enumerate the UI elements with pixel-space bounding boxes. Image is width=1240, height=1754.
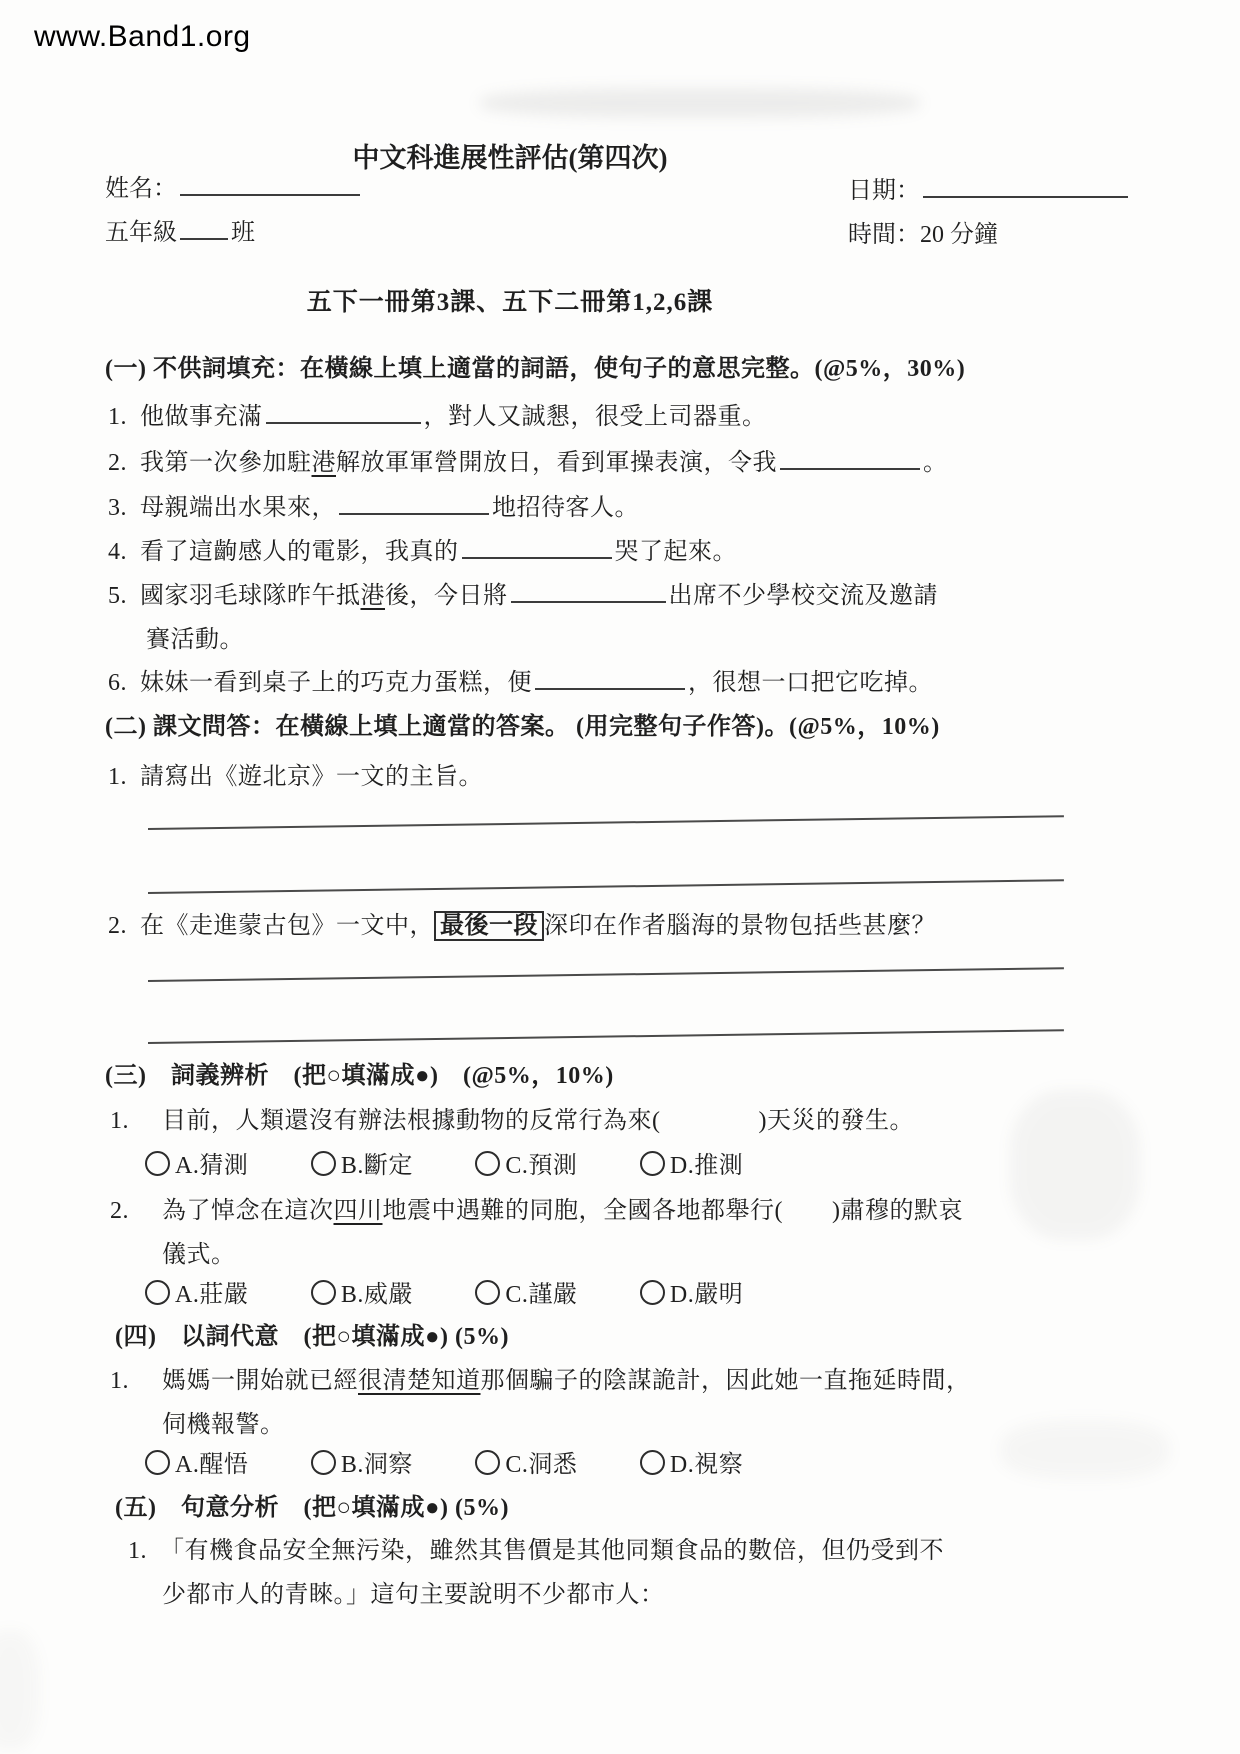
answer-bubble[interactable] xyxy=(145,1280,170,1305)
section5-heading: (五) 句意分析 (把○填滿成●) (5%) xyxy=(115,1495,509,1521)
answer-bubble[interactable] xyxy=(640,1151,665,1176)
name-row xyxy=(105,168,363,203)
scope-row xyxy=(0,282,1020,318)
name-label: 姓名： xyxy=(105,176,177,202)
question-text: 我第一次參加駐 xyxy=(140,450,312,476)
underlined-word: 四川 xyxy=(333,1198,383,1224)
question-text: 「有機食品安全無污染，雖然其售價是其他同類食品的數倍，但仍受到不 xyxy=(160,1538,944,1564)
scan-artifact xyxy=(480,88,920,118)
question-text: 看了這齣感人的電影，我真的 xyxy=(140,539,459,565)
s3-q1 xyxy=(110,1100,914,1135)
class-label: 班 xyxy=(231,220,255,246)
question-number: 1. xyxy=(110,1108,129,1134)
section3-heading: (三) 詞義辨析 (把○填滿成●) (@5%，10%) xyxy=(105,1063,614,1089)
s1-q5 xyxy=(108,575,938,610)
answer-bubble[interactable] xyxy=(145,1450,170,1475)
scan-artifact xyxy=(1010,1090,1140,1240)
date-label: 日期： xyxy=(848,178,920,204)
s4-q1-line2: 伺機報警。 xyxy=(162,1412,285,1438)
question-text: ，很想一口把它吃掉。 xyxy=(688,670,933,696)
option-label: D.嚴明 xyxy=(669,1282,744,1308)
page-title: 中文科進展性評估(第四次) xyxy=(352,143,668,173)
option-d[interactable] xyxy=(640,1274,743,1309)
option-a[interactable] xyxy=(145,1274,248,1309)
question-text: 國家羽毛球隊昨午抵 xyxy=(140,583,361,609)
section4-heading: (四) 以詞代意 (把○填滿成●) (5%) xyxy=(115,1324,509,1350)
fill-blank[interactable] xyxy=(511,577,666,603)
option-label: C.預測 xyxy=(505,1153,578,1179)
question-text: 媽媽一開始就已經 xyxy=(162,1368,358,1394)
s3-q2-options xyxy=(145,1274,799,1309)
question-text: 那個騙子的陰謀詭計，因此她一直拖延時間， xyxy=(480,1368,971,1394)
s2-q2 xyxy=(108,905,936,940)
question-text: 後，今日將 xyxy=(385,583,508,609)
s1-q1 xyxy=(108,396,767,431)
question-number: 1. xyxy=(128,1538,147,1564)
answer-bubble[interactable] xyxy=(475,1280,500,1305)
option-b[interactable] xyxy=(311,1145,413,1180)
answer-bubble[interactable] xyxy=(311,1280,336,1305)
option-label: C.洞悉 xyxy=(505,1452,578,1478)
option-label: B.威嚴 xyxy=(340,1282,413,1308)
option-c[interactable] xyxy=(475,1145,577,1180)
question-text: 哭了起來。 xyxy=(614,539,737,565)
fill-blank[interactable] xyxy=(535,664,685,690)
s1-q4 xyxy=(108,531,737,566)
question-number: 2. xyxy=(110,1198,129,1224)
fill-blank[interactable] xyxy=(266,398,421,424)
answer-bubble[interactable] xyxy=(311,1151,336,1176)
section2-heading: (二) 課文問答：在橫線上填上適當的答案。 (用完整句子作答)。(@5%，10%) xyxy=(105,714,940,740)
option-a[interactable] xyxy=(145,1444,248,1479)
answer-line[interactable] xyxy=(148,879,1064,894)
question-text: 目前，人類還沒有辦法根據動物的反常行為來( )天災的發生。 xyxy=(162,1108,914,1134)
answer-bubble[interactable] xyxy=(145,1151,170,1176)
question-number: 2. xyxy=(108,450,127,476)
name-input-line[interactable] xyxy=(180,170,360,196)
s4-q1 xyxy=(110,1360,971,1395)
question-text: 請寫出《遊北京》一文的主旨。 xyxy=(140,764,483,790)
fill-blank[interactable] xyxy=(462,533,612,559)
question-number: 1. xyxy=(108,764,127,790)
s1-q5-line2: 賽活動。 xyxy=(146,627,244,653)
option-c[interactable] xyxy=(475,1444,577,1479)
question-text: 母親端出水果來， xyxy=(140,495,336,521)
answer-bubble[interactable] xyxy=(475,1151,500,1176)
s3-q2-line2: 儀式。 xyxy=(162,1242,236,1268)
s1-q2 xyxy=(108,442,948,477)
scan-artifact xyxy=(0,1630,40,1750)
underlined-word: 港 xyxy=(360,583,385,609)
question-number: 4. xyxy=(108,539,127,565)
class-input-line[interactable] xyxy=(180,214,228,240)
answer-line[interactable] xyxy=(148,967,1064,982)
date-input-line[interactable] xyxy=(923,172,1128,198)
grade-row xyxy=(105,212,255,247)
option-label: D.推測 xyxy=(669,1153,744,1179)
question-text: 在《走進蒙古包》一文中， xyxy=(140,913,434,939)
s2-q1 xyxy=(108,756,483,791)
question-number: 3. xyxy=(108,495,127,521)
option-label: A.莊嚴 xyxy=(175,1282,249,1308)
question-text: 他做事充滿 xyxy=(140,404,263,430)
fill-blank[interactable] xyxy=(780,444,920,470)
s3-q1-options xyxy=(145,1145,799,1180)
question-text: 地招待客人。 xyxy=(492,495,639,521)
s5-q1-line1 xyxy=(128,1530,944,1565)
option-c[interactable] xyxy=(475,1274,577,1309)
underlined-word: 港 xyxy=(311,450,336,476)
question-text: 。 xyxy=(923,450,948,476)
option-d[interactable] xyxy=(640,1444,743,1479)
option-label: D.視察 xyxy=(669,1452,744,1478)
s3-q2 xyxy=(110,1190,963,1225)
s4-q1-options xyxy=(145,1444,799,1479)
question-text: 出席不少學校交流及邀請 xyxy=(668,583,938,609)
answer-line[interactable] xyxy=(148,815,1064,830)
s5-q1-line2: 少都市人的青睞。」這句主要說明不少都市人： xyxy=(162,1582,665,1608)
question-text: 妹妹一看到桌子上的巧克力蛋糕，便 xyxy=(140,670,532,696)
answer-bubble[interactable] xyxy=(640,1450,665,1475)
option-label: C.謹嚴 xyxy=(505,1282,578,1308)
option-b[interactable] xyxy=(311,1444,413,1479)
question-number: 6. xyxy=(108,670,127,696)
s1-q3 xyxy=(108,487,639,522)
question-number: 1. xyxy=(108,404,127,430)
grade-label: 五年級 xyxy=(105,220,177,246)
fill-blank[interactable] xyxy=(339,489,489,515)
option-label: B.洞察 xyxy=(340,1452,413,1478)
scope-line: 五下一冊第3課、五下二冊第1,2,6課 xyxy=(306,289,714,316)
option-label: A.猜測 xyxy=(175,1153,249,1179)
question-text: 解放軍軍營開放日，看到軍操表演，令我 xyxy=(336,450,777,476)
option-label: B.斷定 xyxy=(340,1153,413,1179)
watermark-url: www.Band1.org xyxy=(34,20,251,53)
time-row xyxy=(848,214,998,249)
answer-bubble[interactable] xyxy=(475,1450,500,1475)
question-text: 地震中遇難的同胞，全國各地都舉行( )肅穆的默哀 xyxy=(382,1198,963,1224)
question-text: 為了悼念在這次 xyxy=(162,1198,334,1224)
option-b[interactable] xyxy=(311,1274,413,1309)
option-d[interactable] xyxy=(640,1145,743,1180)
question-text: ，對人又誠懇，很受上司器重。 xyxy=(423,404,767,430)
option-a[interactable] xyxy=(145,1145,248,1180)
answer-bubble[interactable] xyxy=(640,1280,665,1305)
date-row xyxy=(848,170,1131,205)
option-label: A.醒悟 xyxy=(175,1452,249,1478)
answer-bubble[interactable] xyxy=(311,1450,336,1475)
scan-artifact xyxy=(1000,1420,1170,1480)
time-label: 時間：20 分鐘 xyxy=(848,222,998,248)
s1-q6 xyxy=(108,662,933,697)
answer-line[interactable] xyxy=(148,1029,1064,1044)
question-text: 深印在作者腦海的景物包括些甚麼？ xyxy=(544,913,936,939)
question-number: 1. xyxy=(110,1368,129,1394)
boxed-phrase: 最後一段 xyxy=(434,911,544,941)
question-number: 2. xyxy=(108,913,127,939)
section1-heading: (一) 不供詞填充：在橫線上填上適當的詞語，使句子的意思完整。(@5%，30%) xyxy=(105,356,966,382)
underlined-word: 很清楚知道 xyxy=(358,1368,481,1394)
question-number: 5. xyxy=(108,583,127,609)
